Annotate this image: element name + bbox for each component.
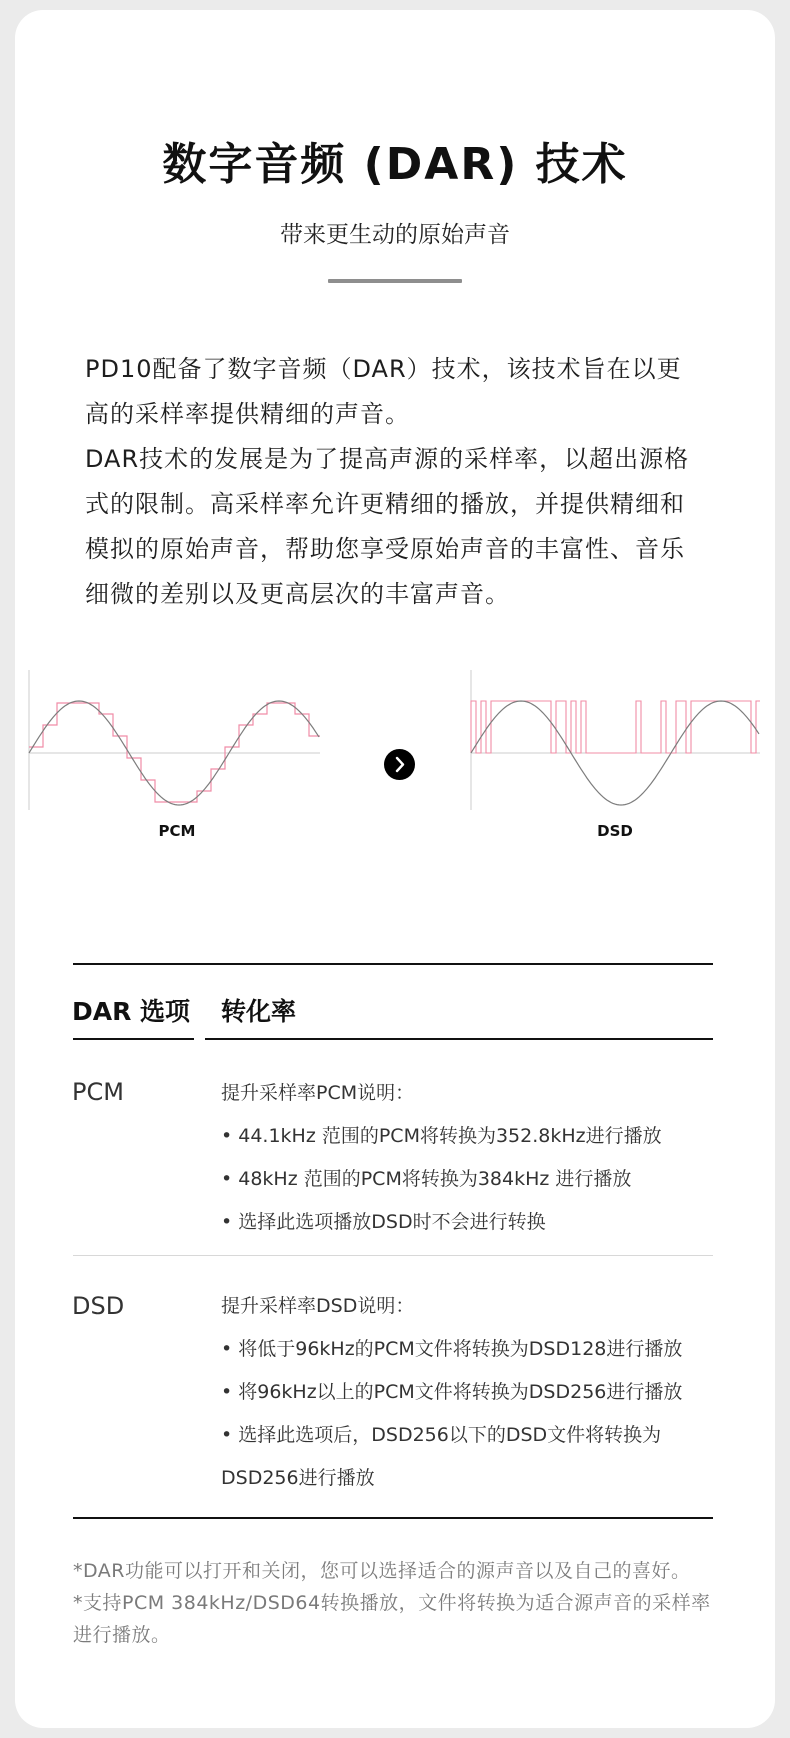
table-row-divider [73, 1255, 713, 1256]
intro-line: DAR技术的发展是为了提高声源的采样率，以超出源格 [85, 445, 690, 473]
table-header-option: DAR 选项 [72, 997, 191, 1026]
intro-line: 模拟的原始声音，帮助您享受原始声音的丰富性、音乐 [85, 535, 685, 563]
footnote-line: 进行播放。 [73, 1624, 171, 1646]
intro-line: 高的采样率提供精细的声音。 [85, 400, 410, 428]
description-line: • 44.1kHz 范围的PCM将转换为352.8kHz进行播放 [221, 1125, 662, 1147]
description-line: • 选择此选项后，DSD256以下的DSD文件将转换为 [221, 1424, 662, 1446]
dsd-description [221, 1285, 741, 1500]
intro-line: 式的限制。高采样率允许更精细的播放，并提供精细和 [85, 490, 685, 518]
intro-line: 细微的差别以及更高层次的丰富声音。 [85, 580, 510, 608]
option-dsd: DSD [72, 1292, 125, 1320]
description-line: • 48kHz 范围的PCM将转换为384kHz 进行播放 [221, 1168, 632, 1190]
page-subtitle: 带来更生动的原始声音 [280, 222, 510, 248]
description-line: • 将低于96kHz的PCM文件将转换为DSD128进行播放 [221, 1338, 683, 1360]
chevron-right-icon [384, 749, 415, 780]
content-card [15, 10, 775, 1728]
description-line: 提升采样率PCM说明： [221, 1082, 415, 1104]
dsd-pulse-signal [471, 701, 760, 753]
description-line: 提升采样率DSD说明： [221, 1295, 415, 1317]
dsd-diagram [471, 670, 760, 810]
table-header-rule-right [205, 1038, 713, 1040]
description-line: • 将96kHz以上的PCM文件将转换为DSD256进行播放 [221, 1381, 683, 1403]
intro-line: PD10配备了数字音频（DAR）技术，该技术旨在以更 [85, 355, 682, 383]
footnote-line: *DAR功能可以打开和关闭，您可以选择适合的源声音以及自己的喜好。 [73, 1560, 691, 1582]
pcm-description [221, 1072, 741, 1244]
pcm-diagram [29, 670, 320, 810]
footnote-line: *支持PCM 384kHz/DSD64转换播放，文件将转换为适合源声音的采样率 [73, 1592, 711, 1614]
pcm-label: PCM [158, 822, 196, 840]
table-top-rule [73, 963, 713, 965]
option-pcm: PCM [72, 1078, 124, 1106]
description-line: DSD256进行播放 [221, 1467, 375, 1489]
footnotes [73, 1555, 763, 1651]
page-title: 数字音频 (DAR) 技术 [162, 139, 628, 190]
table-header-rule-left [73, 1038, 194, 1040]
table-bottom-rule [73, 1517, 713, 1519]
dsd-label: DSD [597, 822, 633, 840]
dar-diagram [15, 10, 775, 870]
table-header-rate: 转化率 [221, 997, 297, 1026]
description-line: • 选择此选项播放DSD时不会进行转换 [221, 1211, 546, 1233]
